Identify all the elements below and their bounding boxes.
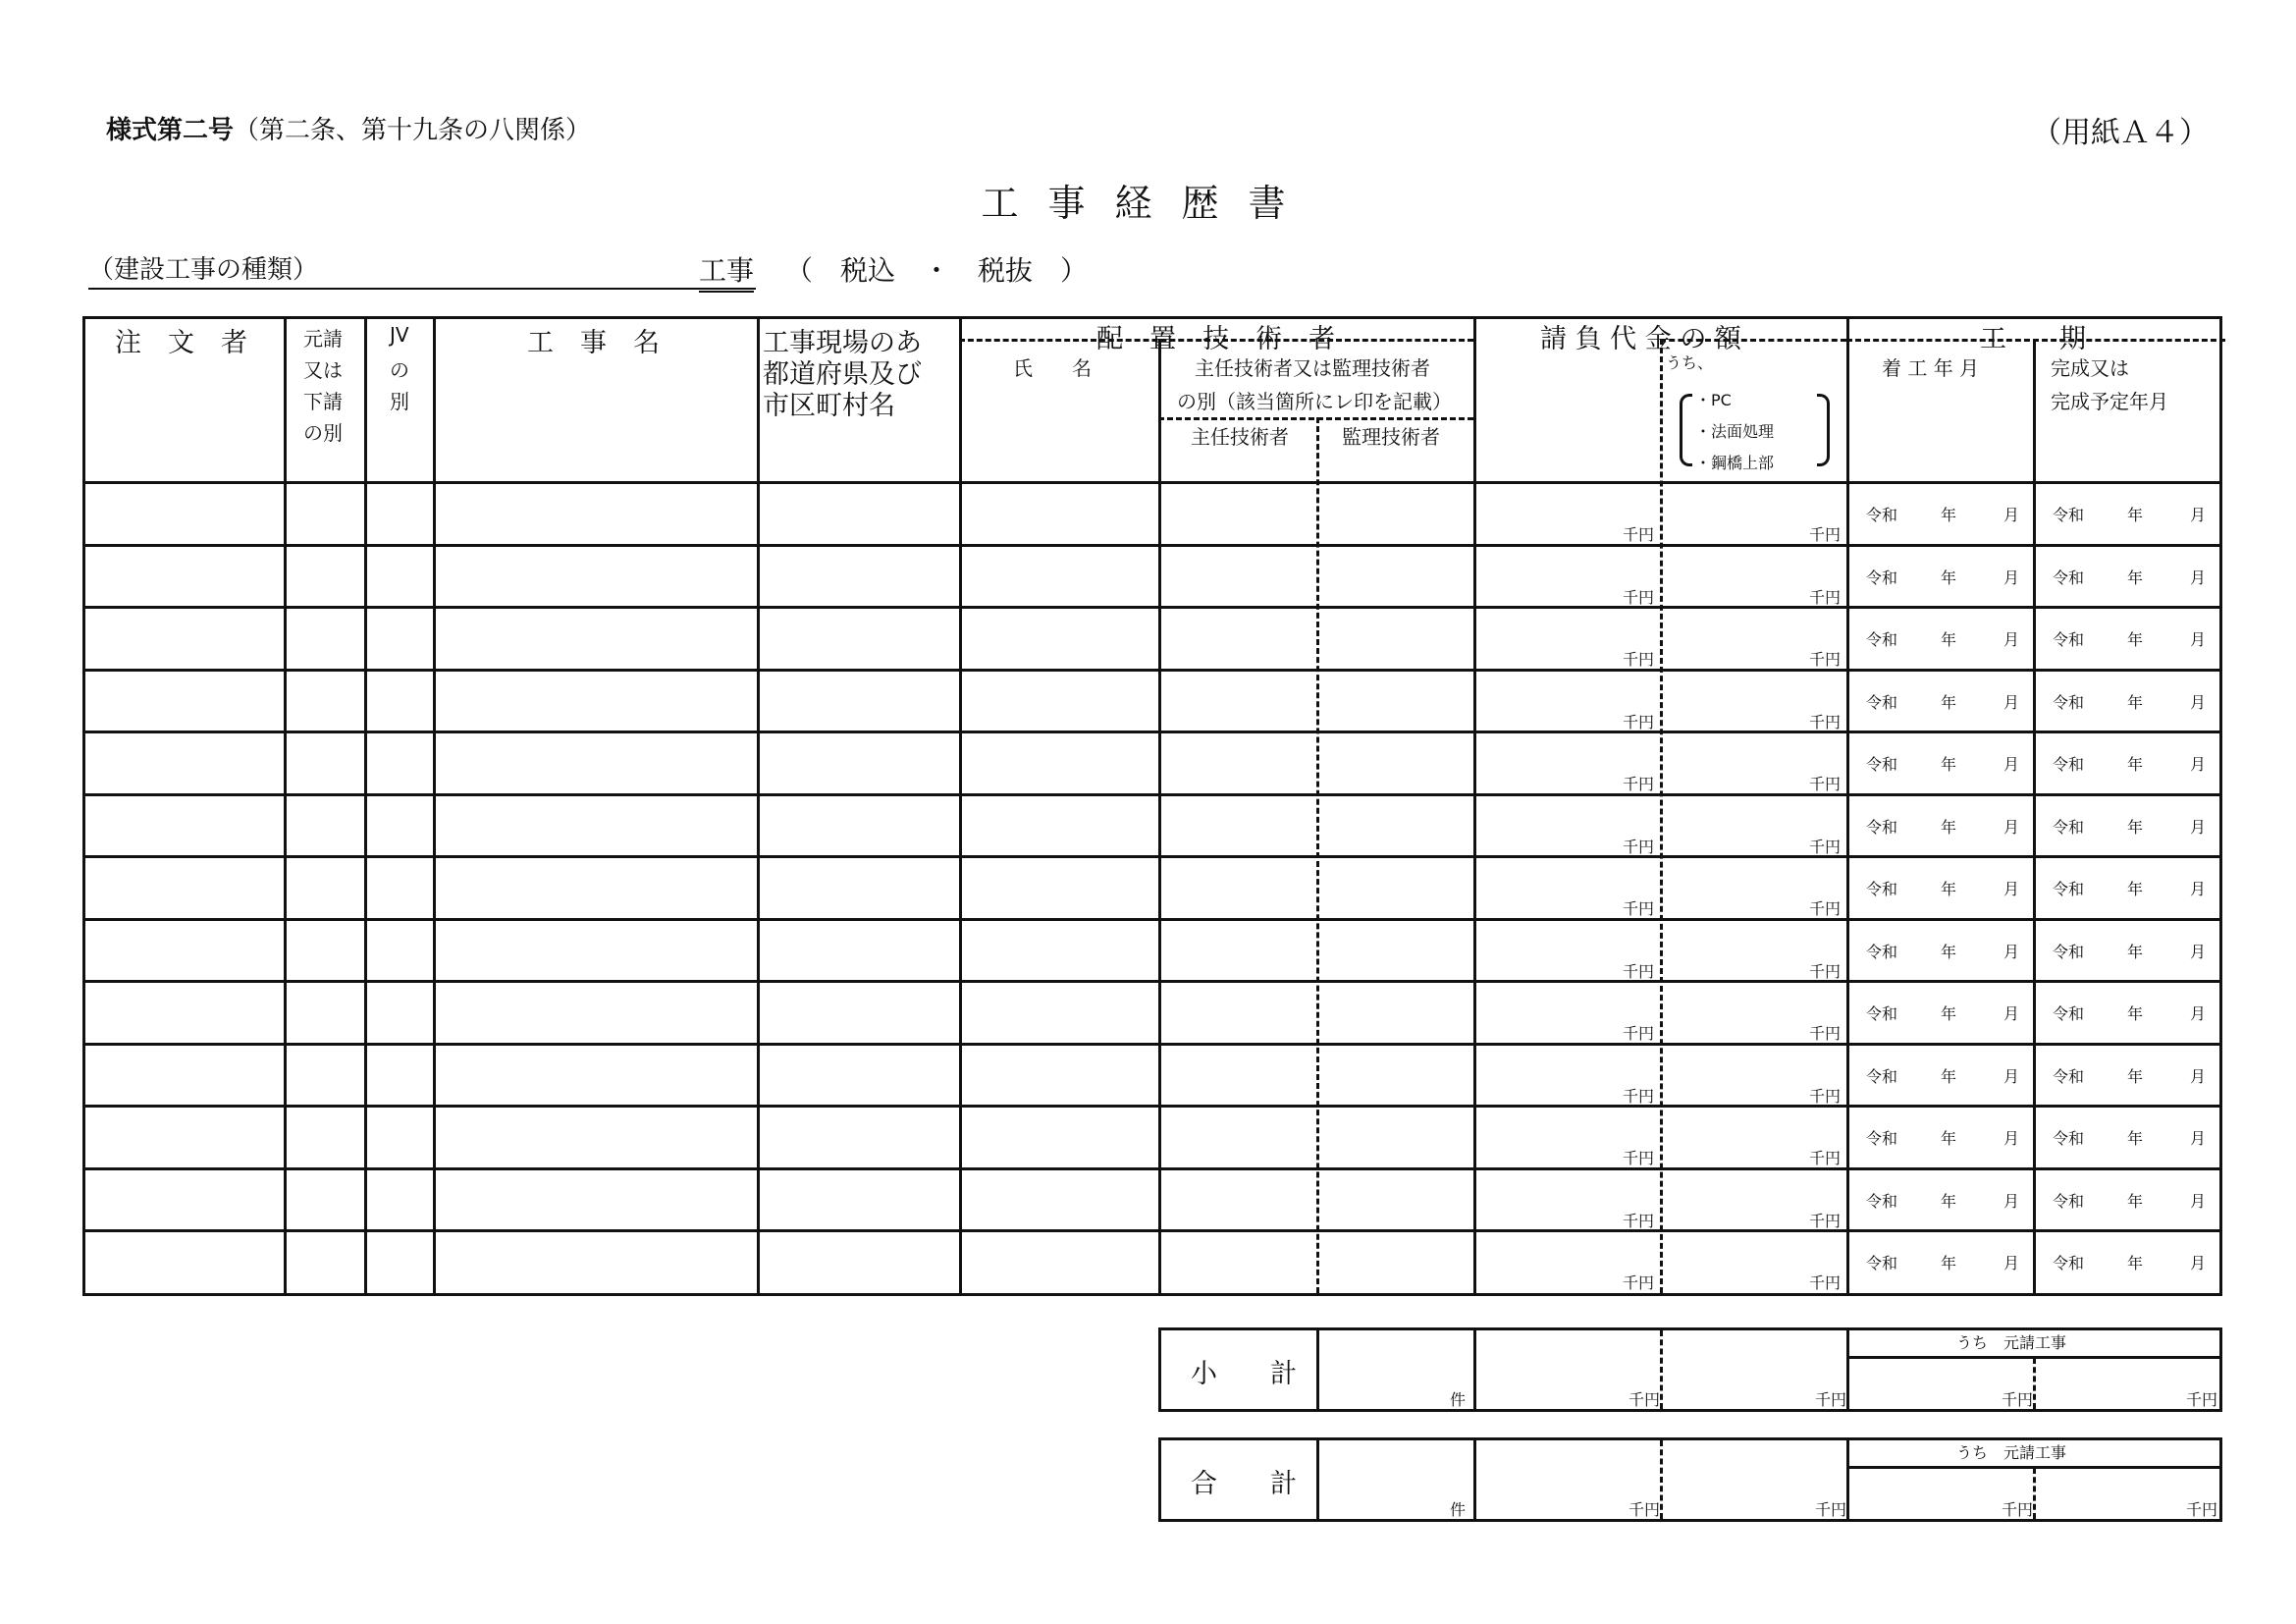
amount-unit: 千円 (1623, 1024, 1655, 1043)
of-which-unit: 千円 (1809, 650, 1842, 669)
start-reiwa: 令和 (1866, 568, 1898, 587)
end-month: 月 (2190, 755, 2207, 774)
header-period: 工 期 (1980, 324, 2086, 354)
amount-unit: 千円 (1623, 1149, 1655, 1167)
table-row[interactable] (85, 793, 2219, 856)
of-which-unit: 千円 (1809, 1149, 1842, 1167)
end-reiwa: 令和 (2053, 692, 2085, 712)
start-month: 月 (2003, 1254, 2020, 1272)
end-month: 月 (2190, 942, 2207, 961)
end-month: 月 (2190, 1004, 2207, 1023)
header-site: 都道府県及び (763, 359, 922, 390)
end-month: 月 (2190, 506, 2207, 524)
header-jv: 別 (390, 390, 409, 413)
table-row[interactable] (85, 481, 2219, 544)
header-engineer-type: の別（該当箇所にレ印を記載） (1177, 390, 1452, 413)
header-jv: JV (390, 323, 409, 347)
header-site: 工事現場のあ (763, 328, 922, 358)
start-reiwa: 令和 (1866, 1066, 1898, 1086)
start-month: 月 (2003, 630, 2020, 649)
form-label (106, 110, 591, 146)
end-reiwa: 令和 (2053, 506, 2085, 524)
form-number: 様式第二号 (106, 116, 235, 145)
of-which-unit: 千円 (1809, 1211, 1842, 1230)
start-reiwa: 令和 (1866, 817, 1898, 837)
start-month: 月 (2003, 880, 2020, 898)
unit-ken: 件 (1450, 1500, 1467, 1519)
end-reiwa: 令和 (2053, 942, 2085, 961)
tax-option[interactable]: （ 税込 ・ 税抜 ） (785, 254, 1089, 287)
end-month: 月 (2190, 880, 2207, 898)
unit-sen-yen: 千円 (2002, 1390, 2034, 1409)
start-reiwa: 令和 (1866, 630, 1898, 649)
start-month: 月 (2003, 506, 2020, 524)
table-row[interactable] (85, 980, 2219, 1043)
header-of-which: うち、 (1666, 353, 1714, 372)
end-year: 年 (2127, 817, 2144, 837)
start-reiwa: 令和 (1866, 1254, 1898, 1272)
of-which-unit: 千円 (1809, 775, 1842, 793)
end-year: 年 (2127, 1254, 2144, 1272)
header-completion: 完成予定年月 (2051, 390, 2168, 413)
start-year: 年 (1941, 1129, 1957, 1148)
header-prime-sub: 元請 (303, 327, 343, 351)
start-month: 月 (2003, 692, 2020, 712)
unit-ken: 件 (1450, 1390, 1467, 1409)
end-month: 月 (2190, 630, 2207, 649)
unit-sen-yen: 千円 (2186, 1500, 2218, 1519)
start-reiwa: 令和 (1866, 1004, 1898, 1023)
end-year: 年 (2127, 755, 2144, 774)
end-reiwa: 令和 (2053, 817, 2085, 837)
start-year: 年 (1941, 880, 1957, 898)
end-year: 年 (2127, 1004, 2144, 1023)
end-year: 年 (2127, 942, 2144, 961)
bracket-right-icon (1817, 394, 1830, 466)
amount-unit: 千円 (1623, 1086, 1655, 1106)
amount-unit: 千円 (1623, 525, 1655, 544)
construction-type-field[interactable]: （建設工事の種類） (88, 249, 756, 290)
end-reiwa: 令和 (2053, 1129, 2085, 1148)
subtotal-box (1158, 1327, 2222, 1412)
start-year: 年 (1941, 692, 1957, 712)
end-reiwa: 令和 (2053, 755, 2085, 774)
start-year: 年 (1941, 755, 1957, 774)
header-client: 注 文 者 (115, 328, 247, 358)
header-engineers: 配 置 技 術 者 (1096, 324, 1335, 354)
header-engineer-name: 氏 名 (1013, 356, 1092, 380)
of-which-unit: 千円 (1809, 1024, 1842, 1043)
of-which-unit: 千円 (1809, 525, 1842, 544)
start-month: 月 (2003, 817, 2020, 837)
start-month: 月 (2003, 755, 2020, 774)
end-reiwa: 令和 (2053, 1066, 2085, 1086)
of-which-unit: 千円 (1809, 899, 1842, 918)
header-project-name: 工 事 名 (527, 328, 660, 358)
start-month: 月 (2003, 1191, 2020, 1211)
of-which-unit: 千円 (1809, 712, 1842, 731)
document-title: 工事経歴書 (981, 182, 1315, 225)
of-which-unit: 千円 (1809, 1273, 1842, 1292)
end-month: 月 (2190, 817, 2207, 837)
start-year: 年 (1941, 568, 1957, 587)
end-year: 年 (2127, 1191, 2144, 1211)
unit-sen-yen: 千円 (1815, 1500, 1847, 1519)
start-reiwa: 令和 (1866, 755, 1898, 774)
header-prime-sub: 又は (303, 358, 343, 382)
header-prime-sub: 下請 (303, 390, 343, 413)
start-year: 年 (1941, 1066, 1957, 1086)
end-year: 年 (2127, 1066, 2144, 1086)
start-reiwa: 令和 (1866, 942, 1898, 961)
paper-size-label: （用紙Ａ４） (2032, 116, 2209, 150)
end-year: 年 (2127, 506, 2144, 524)
total-of-which-prime: うち 元請工事 (1956, 1443, 2067, 1462)
end-reiwa: 令和 (2053, 630, 2085, 649)
start-year: 年 (1941, 1254, 1957, 1272)
end-reiwa: 令和 (2053, 1254, 2085, 1272)
start-year: 年 (1941, 506, 1957, 524)
header-steel: ・鋼橋上部 (1695, 454, 1775, 472)
table-row[interactable] (85, 855, 2219, 918)
start-month: 月 (2003, 1004, 2020, 1023)
end-month: 月 (2190, 1066, 2207, 1086)
header-prime-sub: の別 (303, 421, 343, 445)
of-which-unit: 千円 (1809, 587, 1842, 607)
start-month: 月 (2003, 1129, 2020, 1148)
subtotal-label: 小 計 (1191, 1359, 1297, 1389)
table-row[interactable] (85, 1105, 2219, 1167)
start-reiwa: 令和 (1866, 1191, 1898, 1211)
koji-label: 工事 (699, 249, 754, 293)
amount-unit: 千円 (1623, 899, 1655, 918)
start-reiwa: 令和 (1866, 692, 1898, 712)
header-engineer-type: 主任技術者又は監理技術者 (1195, 356, 1430, 380)
end-reiwa: 令和 (2053, 1191, 2085, 1211)
header-jv: の (390, 358, 409, 382)
unit-sen-yen: 千円 (1629, 1500, 1661, 1519)
header-pc: ・PC (1695, 391, 1732, 409)
start-year: 年 (1941, 630, 1957, 649)
subtotal-of-which-prime: うち 元請工事 (1956, 1333, 2067, 1352)
unit-sen-yen: 千円 (2186, 1390, 2218, 1409)
start-year: 年 (1941, 1004, 1957, 1023)
end-year: 年 (2127, 568, 2144, 587)
start-reiwa: 令和 (1866, 1129, 1898, 1148)
unit-sen-yen: 千円 (1629, 1390, 1661, 1409)
end-year: 年 (2127, 1129, 2144, 1148)
start-year: 年 (1941, 1191, 1957, 1211)
end-reiwa: 令和 (2053, 1004, 2085, 1023)
header-chief-engineer: 主任技術者 (1191, 425, 1289, 449)
end-month: 月 (2190, 1191, 2207, 1211)
amount-unit: 千円 (1623, 837, 1655, 856)
start-reiwa: 令和 (1866, 506, 1898, 524)
of-which-unit: 千円 (1809, 961, 1842, 981)
history-table (82, 316, 2222, 1296)
end-year: 年 (2127, 630, 2144, 649)
end-month: 月 (2190, 692, 2207, 712)
end-month: 月 (2190, 568, 2207, 587)
amount-unit: 千円 (1623, 650, 1655, 669)
end-reiwa: 令和 (2053, 568, 2085, 587)
header-completion: 完成又は (2051, 356, 2129, 380)
amount-unit: 千円 (1623, 1211, 1655, 1230)
unit-sen-yen: 千円 (1815, 1390, 1847, 1409)
end-year: 年 (2127, 692, 2144, 712)
end-month: 月 (2190, 1129, 2207, 1148)
total-box (1158, 1437, 2222, 1522)
header-slope: ・法面処理 (1695, 422, 1775, 441)
total-label: 合 計 (1191, 1469, 1297, 1499)
table-row[interactable] (85, 1229, 2219, 1292)
amount-unit: 千円 (1623, 587, 1655, 607)
start-month: 月 (2003, 568, 2020, 587)
of-which-unit: 千円 (1809, 837, 1842, 856)
table-row[interactable] (85, 1043, 2219, 1106)
header-supervising-engineer: 監理技術者 (1342, 425, 1440, 449)
unit-sen-yen: 千円 (2002, 1500, 2034, 1519)
end-month: 月 (2190, 1254, 2207, 1272)
table-row[interactable] (85, 669, 2219, 731)
start-month: 月 (2003, 1066, 2020, 1086)
table-row[interactable] (85, 544, 2219, 607)
amount-unit: 千円 (1623, 1273, 1655, 1292)
form-reference: （第二条、第十九条の八関係） (234, 116, 592, 145)
bracket-left-icon (1680, 394, 1692, 466)
table-row[interactable] (85, 731, 2219, 793)
start-year: 年 (1941, 942, 1957, 961)
amount-unit: 千円 (1623, 961, 1655, 981)
table-row[interactable] (85, 918, 2219, 981)
table-row[interactable] (85, 606, 2219, 669)
header-start: 着 工 年 月 (1882, 356, 1980, 380)
of-which-unit: 千円 (1809, 1086, 1842, 1106)
start-month: 月 (2003, 942, 2020, 961)
table-row[interactable] (85, 1167, 2219, 1230)
amount-unit: 千円 (1623, 712, 1655, 731)
start-year: 年 (1941, 817, 1957, 837)
start-reiwa: 令和 (1866, 880, 1898, 898)
end-reiwa: 令和 (2053, 880, 2085, 898)
header-contract-amount: 請 負 代 金 の 額 (1540, 324, 1741, 354)
end-year: 年 (2127, 880, 2144, 898)
amount-unit: 千円 (1623, 775, 1655, 793)
header-site: 市区町村名 (763, 391, 895, 421)
